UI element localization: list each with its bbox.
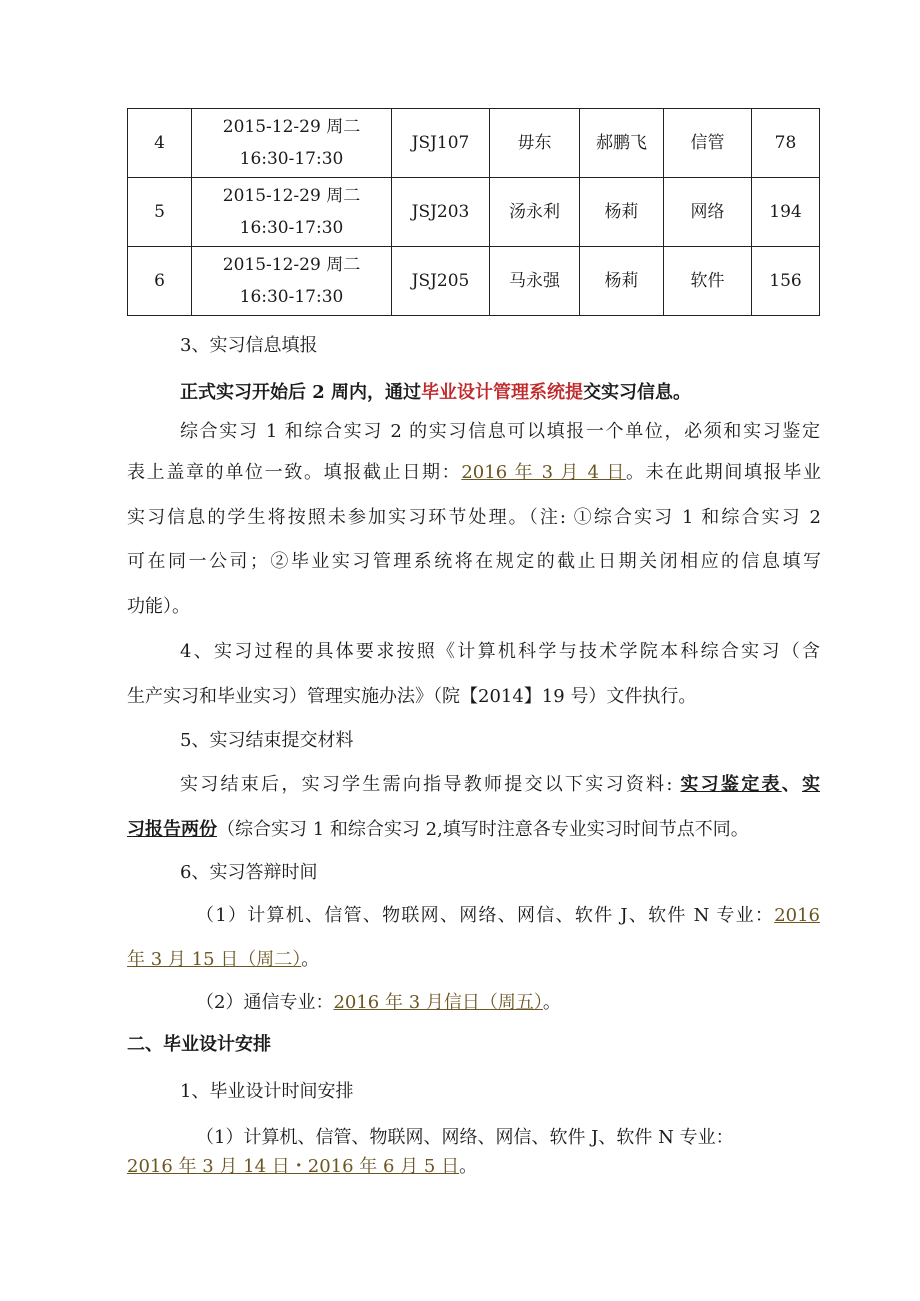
section-6-heading: 6、实习答辩时间 bbox=[180, 862, 318, 883]
material-report: 实 bbox=[802, 774, 820, 795]
section-4-line: 4、实习过程的具体要求按照《计算机科学与技术学院本科综合实习（含 bbox=[180, 641, 820, 662]
design-item-1-cont bbox=[127, 1155, 821, 1179]
text: 。未在此期间填报毕业 bbox=[626, 462, 822, 483]
cell-count: 78 bbox=[752, 109, 820, 178]
text: 实习结束后，实习学生需向指导教师提交以下实习资料: bbox=[180, 774, 681, 795]
defense-schedule-table bbox=[127, 108, 820, 316]
defense-item-1-cont bbox=[127, 948, 821, 972]
text: 。 bbox=[459, 1156, 478, 1177]
text: 、 bbox=[781, 774, 802, 795]
design-date-range: 2016 年 3 月 14 日・2016 年 6 月 5 日 bbox=[127, 1156, 460, 1177]
cell-major: 信管 bbox=[664, 109, 752, 178]
defense-date-1-cont: 年 3 月 15 日（周二） bbox=[127, 949, 302, 970]
table-row bbox=[128, 178, 820, 247]
part-2-heading: 二、毕业设计安排 bbox=[127, 1034, 271, 1055]
cell-teacher-2: 郝鹏飞 bbox=[580, 109, 664, 178]
deadline-date: 2016 年 3 月 4 日 bbox=[461, 462, 626, 483]
cell-time: 16:30-17:30 bbox=[239, 149, 344, 169]
cell-teacher-1: 汤永利 bbox=[490, 178, 580, 247]
notice-highlight: 毕业设计管理系统提 bbox=[421, 382, 584, 403]
text: 。 bbox=[301, 949, 320, 970]
paragraph-line: 实习信息的学生将按照未参加实习环节处理。（注: ①综合实习 1 和综合实习 2 bbox=[127, 507, 821, 528]
section-5-heading: 5、实习结束提交材料 bbox=[180, 730, 354, 751]
text: （1）计算机、信管、物联网、网络、网信、软件 J、软件 N 专业： bbox=[196, 905, 775, 926]
cell-teacher-1: 马永强 bbox=[490, 247, 580, 316]
cell-major: 网络 bbox=[664, 178, 752, 247]
text: 表上盖章的单位一致。填报截止日期： bbox=[127, 462, 462, 483]
cell-no: 6 bbox=[128, 247, 192, 316]
cell-teacher-1: 毋东 bbox=[490, 109, 580, 178]
cell-date: 2015-12-29 周二 bbox=[222, 255, 361, 275]
cell-no: 4 bbox=[128, 109, 192, 178]
defense-date-1: 2016 bbox=[774, 905, 820, 926]
part-2-subheading: 1、毕业设计时间安排 bbox=[180, 1081, 354, 1102]
cell-no: 5 bbox=[128, 178, 192, 247]
cell-count: 194 bbox=[752, 178, 820, 247]
cell-time: 16:30-17:30 bbox=[239, 287, 344, 307]
paragraph-line: 可在同一公司；②毕业实习管理系统将在规定的截止日期关闭相应的信息填写 bbox=[127, 551, 821, 572]
cell-datetime bbox=[192, 247, 392, 316]
material-report-cont: 习报告两份 bbox=[127, 819, 217, 840]
cell-count: 156 bbox=[752, 247, 820, 316]
design-item-1: （1）计算机、信管、物联网、网络、网信、软件 J、软件 N 专业： bbox=[196, 1127, 734, 1148]
text: （综合实习 1 和综合实习 2,填写时注意各专业实习时间节点不同。 bbox=[217, 819, 749, 840]
cell-time: 16:30-17:30 bbox=[239, 218, 344, 238]
cell-teacher-2: 杨莉 bbox=[580, 178, 664, 247]
table-row bbox=[128, 109, 820, 178]
defense-item-2 bbox=[196, 991, 820, 1015]
table-row bbox=[128, 247, 820, 316]
cell-date: 2015-12-29 周二 bbox=[222, 186, 361, 206]
cell-date: 2015-12-29 周二 bbox=[222, 117, 361, 137]
cell-teacher-2: 杨莉 bbox=[580, 247, 664, 316]
submission-notice bbox=[180, 381, 820, 405]
text: 。 bbox=[542, 992, 561, 1013]
cell-room: JSJ107 bbox=[392, 109, 490, 178]
cell-datetime bbox=[192, 109, 392, 178]
defense-date-2: 2016 年 3 月信日（周五） bbox=[333, 992, 543, 1013]
paragraph-line bbox=[127, 461, 821, 485]
section-3-heading: 3、实习信息填报 bbox=[180, 335, 318, 356]
cell-major: 软件 bbox=[664, 247, 752, 316]
cell-datetime bbox=[192, 178, 392, 247]
paragraph-line bbox=[127, 818, 821, 842]
text: （2）通信专业： bbox=[196, 992, 334, 1013]
material-appraisal-form: 实习鉴定表 bbox=[680, 774, 782, 795]
defense-item-1 bbox=[196, 904, 820, 928]
paragraph-line bbox=[180, 773, 820, 797]
notice-text-end: 交实习信息。 bbox=[583, 382, 692, 403]
notice-text: 正式实习开始后 2 周内，通过 bbox=[180, 382, 422, 403]
cell-room: JSJ203 bbox=[392, 178, 490, 247]
paragraph-line: 综合实习 1 和综合实习 2 的实习信息可以填报一个单位，必须和实习鉴定 bbox=[180, 421, 820, 442]
cell-room: JSJ205 bbox=[392, 247, 490, 316]
section-4-line: 生产实习和毕业实习）管理实施办法》（院【2014】19 号）文件执行。 bbox=[127, 686, 697, 707]
paragraph-line: 功能）。 bbox=[127, 596, 190, 617]
